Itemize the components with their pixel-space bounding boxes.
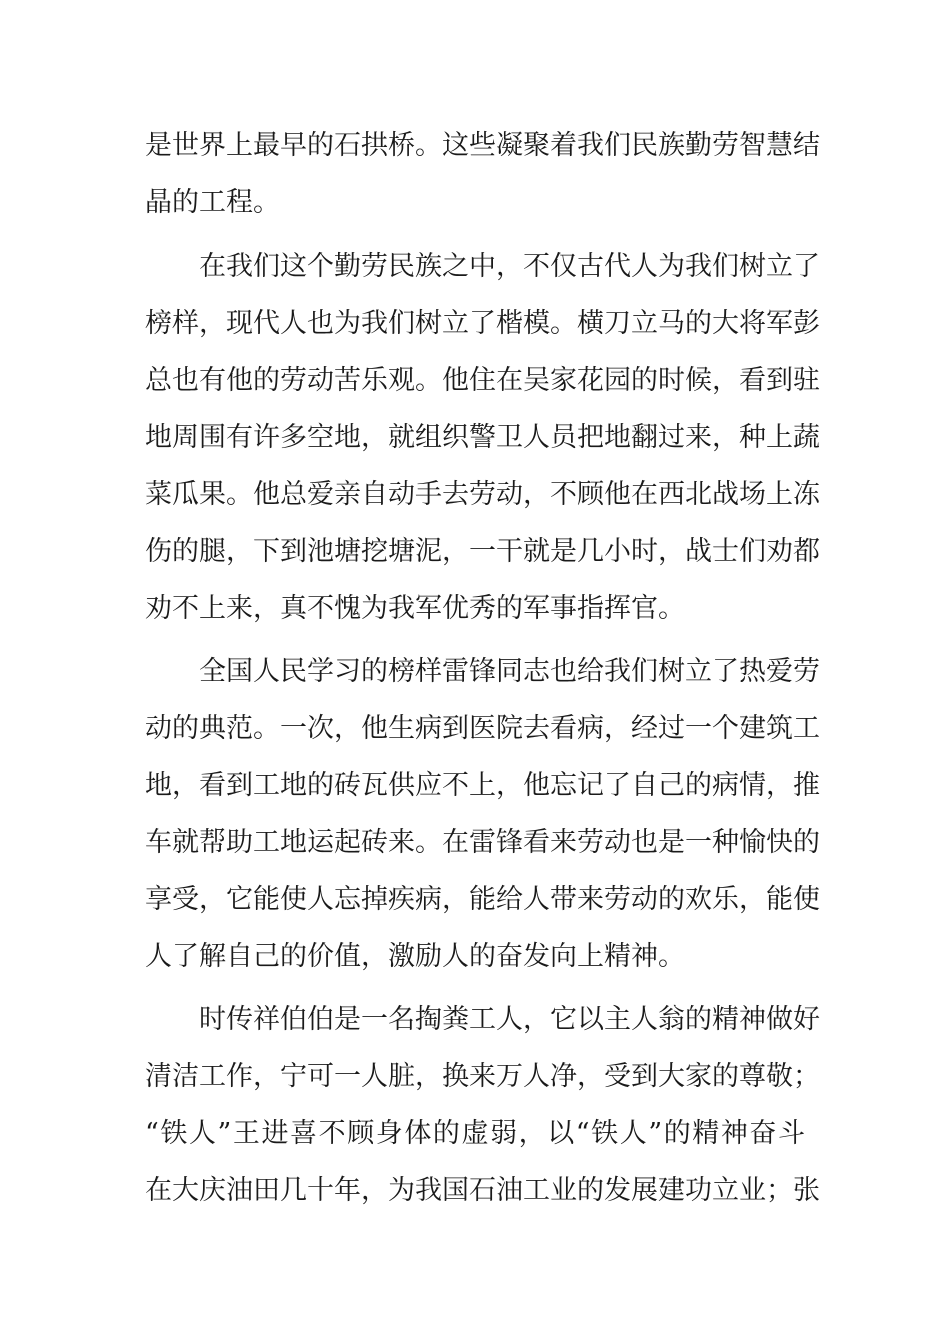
text-line: 人了解自己的价值，激励人的奋发向上精神。: [145, 941, 685, 972]
text-line: 在大庆油田几十年，为我国石油工业的发展建功立业；张: [145, 1175, 820, 1206]
text-line: 劝不上来，真不愧为我军优秀的军事指挥官。: [145, 593, 685, 624]
text-line: 享受，它能使人忘掉疾病，能给人带来劳动的欢乐，能使: [145, 884, 820, 915]
text-line: “铁人”王进喜不顾身体的虚弱，以“铁人”的精神奋斗: [145, 1118, 805, 1149]
text-line: 清洁工作，宁可一人脏，换来万人净，受到大家的尊敬；: [145, 1061, 820, 1092]
text-line: 是世界上最早的石拱桥。这些凝聚着我们民族勤劳智慧结: [145, 130, 820, 161]
text-line: 地，看到工地的砖瓦供应不上，他忘记了自己的病情，推: [145, 770, 820, 801]
text-line: 菜瓜果。他总爱亲自动手去劳动，不顾他在西北战场上冻: [145, 479, 820, 510]
paragraph-first-line: 在我们这个勤劳民族之中，不仅古代人为我们树立了: [199, 251, 820, 282]
paragraph-first-line: 时传祥伯伯是一名掏粪工人，它以主人翁的精神做好: [199, 1004, 820, 1035]
text-line: 地周围有许多空地，就组织警卫人员把地翻过来，种上蔬: [145, 422, 820, 453]
text-line: 晶的工程。: [145, 187, 280, 218]
text-line: 总也有他的劳动苦乐观。他住在吴家花园的时候，看到驻: [145, 365, 820, 396]
text-line: 车就帮助工地运起砖来。在雷锋看来劳动也是一种愉快的: [145, 827, 820, 858]
text-line: 动的典范。一次，他生病到医院去看病，经过一个建筑工: [145, 713, 820, 744]
paragraph-first-line: 全国人民学习的榜样雷锋同志也给我们树立了热爱劳: [199, 656, 820, 687]
text-line: 榜样，现代人也为我们树立了楷模。横刀立马的大将军彭: [145, 308, 820, 339]
text-line: 伤的腿，下到池塘挖塘泥，一干就是几小时，战士们劝都: [145, 536, 820, 567]
